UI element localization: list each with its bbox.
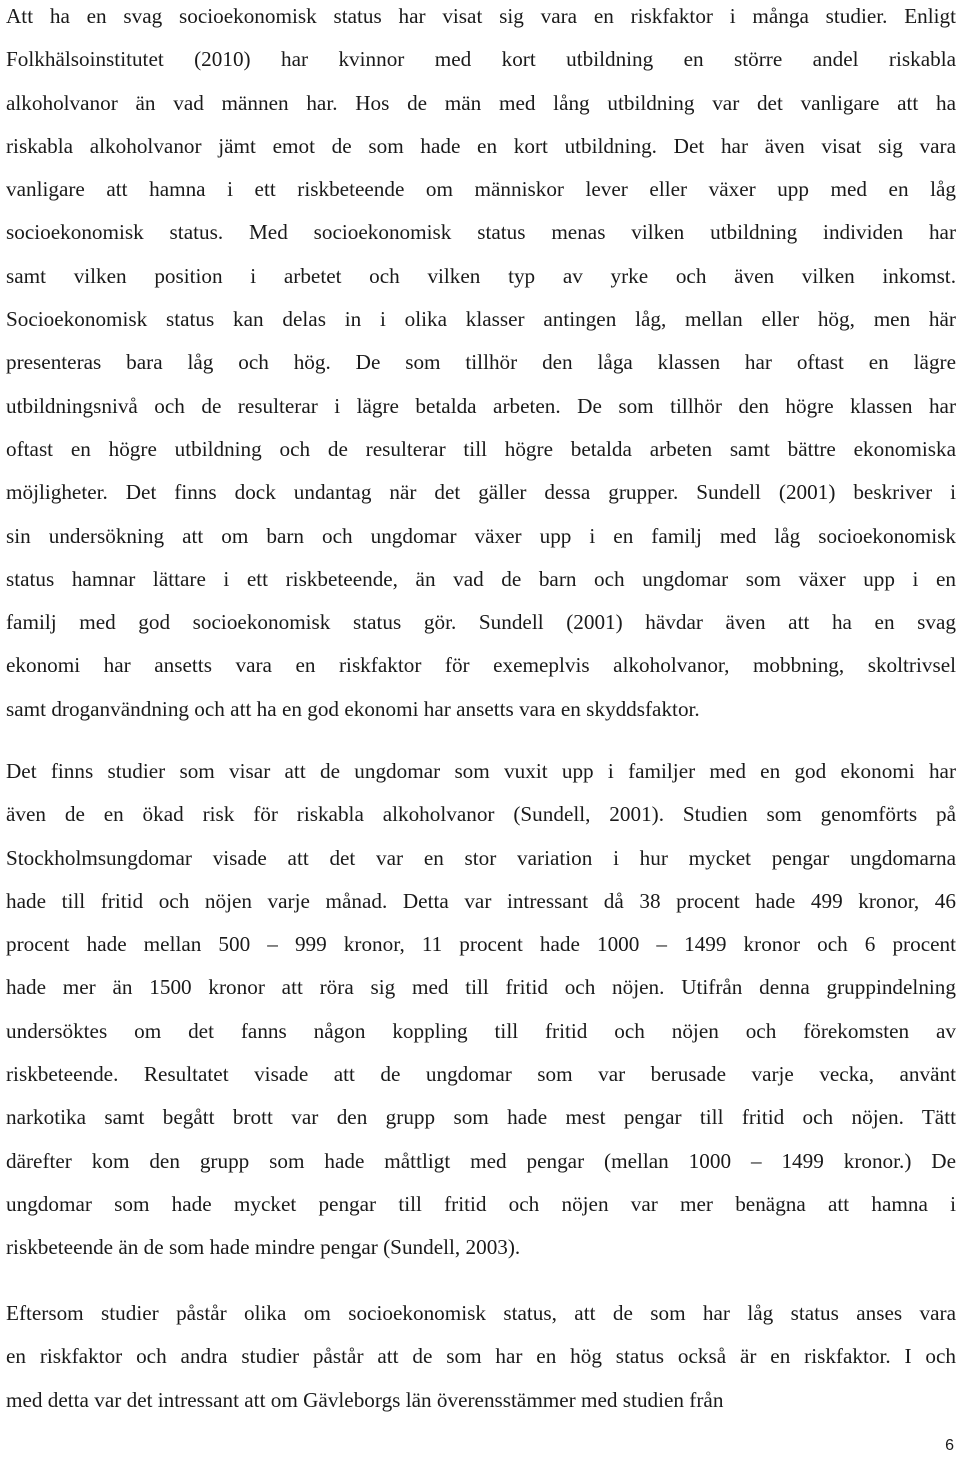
text-line: alkoholvanor än vad männen har. Hos de män med lång utbildning var det vanligare att ha (6, 90, 956, 115)
text-line: Eftersom studier påstår olika om socioekonomisk status, att de som har låg status anses vara (6, 1301, 956, 1325)
text-line: familj med god socioekonomisk status gör. Sundell (2001) hävdar även att ha en svag (6, 610, 956, 635)
text-line: med detta var det intressant att om Gävleborgs län överensstämmer med studien från (6, 1387, 724, 1412)
text-line: ekonomi har ansetts vara en riskfaktor för exemeplvis alkoholvanor, mobbning, skoltrivsel (6, 653, 956, 678)
text-line: Socioekonomisk status kan delas in i olika klasser antingen låg, mellan eller hög, men här (6, 307, 956, 332)
paragraph-socioeconomic-status (6, 0, 956, 731)
text-line: Stockholmsungdomar visade att det var en stor variation i hur mycket pengar ungdomarna (6, 845, 956, 870)
text-line: en riskfaktor och andra studier påstår att de som har en hög status också är en riskfaktor. I och (6, 1344, 956, 1369)
text-line: oftast en högre utbildning och de resulterar till högre betalda arbeten samt bättre ekonomiska (6, 436, 956, 461)
text-line: vanligare att hamna i ett riskbeteende om människor lever eller växer upp med en låg (6, 177, 956, 202)
text-line: även de en ökad risk för riskabla alkoholvanor (Sundell, 2001). Studien som genomförts på (6, 802, 956, 827)
text-line: hade mer än 1500 kronor att röra sig med till fritid och nöjen. Utifrån denna gruppindelning (6, 975, 956, 1000)
text-line: möjligheter. Det finns dock undantag när det gäller dessa grupper. Sundell (2001) beskriver i (6, 480, 956, 505)
text-line: Det finns studier som visar att de ungdomar som vuxit upp i familjer med en god ekonomi har (6, 759, 956, 783)
text-line: sin undersökning att om barn och ungdomar växer upp i en familj med låg socioekonomisk (6, 523, 956, 548)
text-line: Att ha en svag socioekonomisk status har visat sig vara en riskfaktor i många studier. Enligt (6, 4, 956, 28)
text-line: utbildningsnivå och de resulterar i lägre betalda arbeten. De som tillhör den högre klassen har (6, 393, 956, 418)
paragraph-sundell-study (6, 750, 956, 1270)
text-line: riskbeteende. Resultatet visade att de ungdomar som var berusade varje vecka, använt (6, 1062, 956, 1087)
text-line: undersöktes om det fanns någon koppling till fritid och nöjen och förekomsten av (6, 1018, 956, 1043)
text-line: socioekonomisk status. Med socioekonomisk status menas vilken utbildning individen har (6, 220, 956, 245)
text-line: samt vilken position i arbetet och vilken typ av yrke och även vilken inkomst. (6, 263, 956, 288)
document-page (6, 0, 956, 1460)
page-number: 6 (945, 1437, 954, 1454)
text-line: samt droganvändning och att ha en god ekonomi har ansetts vara en skyddsfaktor. (6, 696, 700, 721)
text-line: riskabla alkoholvanor jämt emot de som hade en kort utbildning. Det har även visat sig vara (6, 133, 956, 158)
text-line: procent hade mellan 500 – 999 kronor, 11 procent hade 1000 – 1499 kronor och 6 procent (6, 932, 956, 957)
text-line: Folkhälsoinstitutet (2010) har kvinnor med kort utbildning en större andel riskabla (6, 47, 956, 72)
text-line: narkotika samt begått brott var den grupp som hade mest pengar till fritid och nöjen. Tätt (6, 1105, 956, 1130)
paragraph-gavleborg (6, 1292, 956, 1422)
text-line: riskbeteende än de som hade mindre pengar (Sundell, 2003). (6, 1235, 521, 1260)
text-line: ungdomar som hade mycket pengar till fritid och nöjen var mer benägna att hamna i (6, 1191, 956, 1216)
text-line: presenteras bara låg och hög. De som tillhör den låga klassen har oftast en lägre (6, 350, 956, 375)
text-line: hade till fritid och nöjen varje månad. Detta var intressant då 38 procent hade 499 kronor, 46 (6, 888, 956, 913)
text-line: status hamnar lättare i ett riskbeteende, än vad de barn och ungdomar som växer upp i en (6, 566, 956, 591)
text-line: därefter kom den grupp som hade måttligt med pengar (mellan 1000 – 1499 kronor.) De (6, 1148, 956, 1173)
